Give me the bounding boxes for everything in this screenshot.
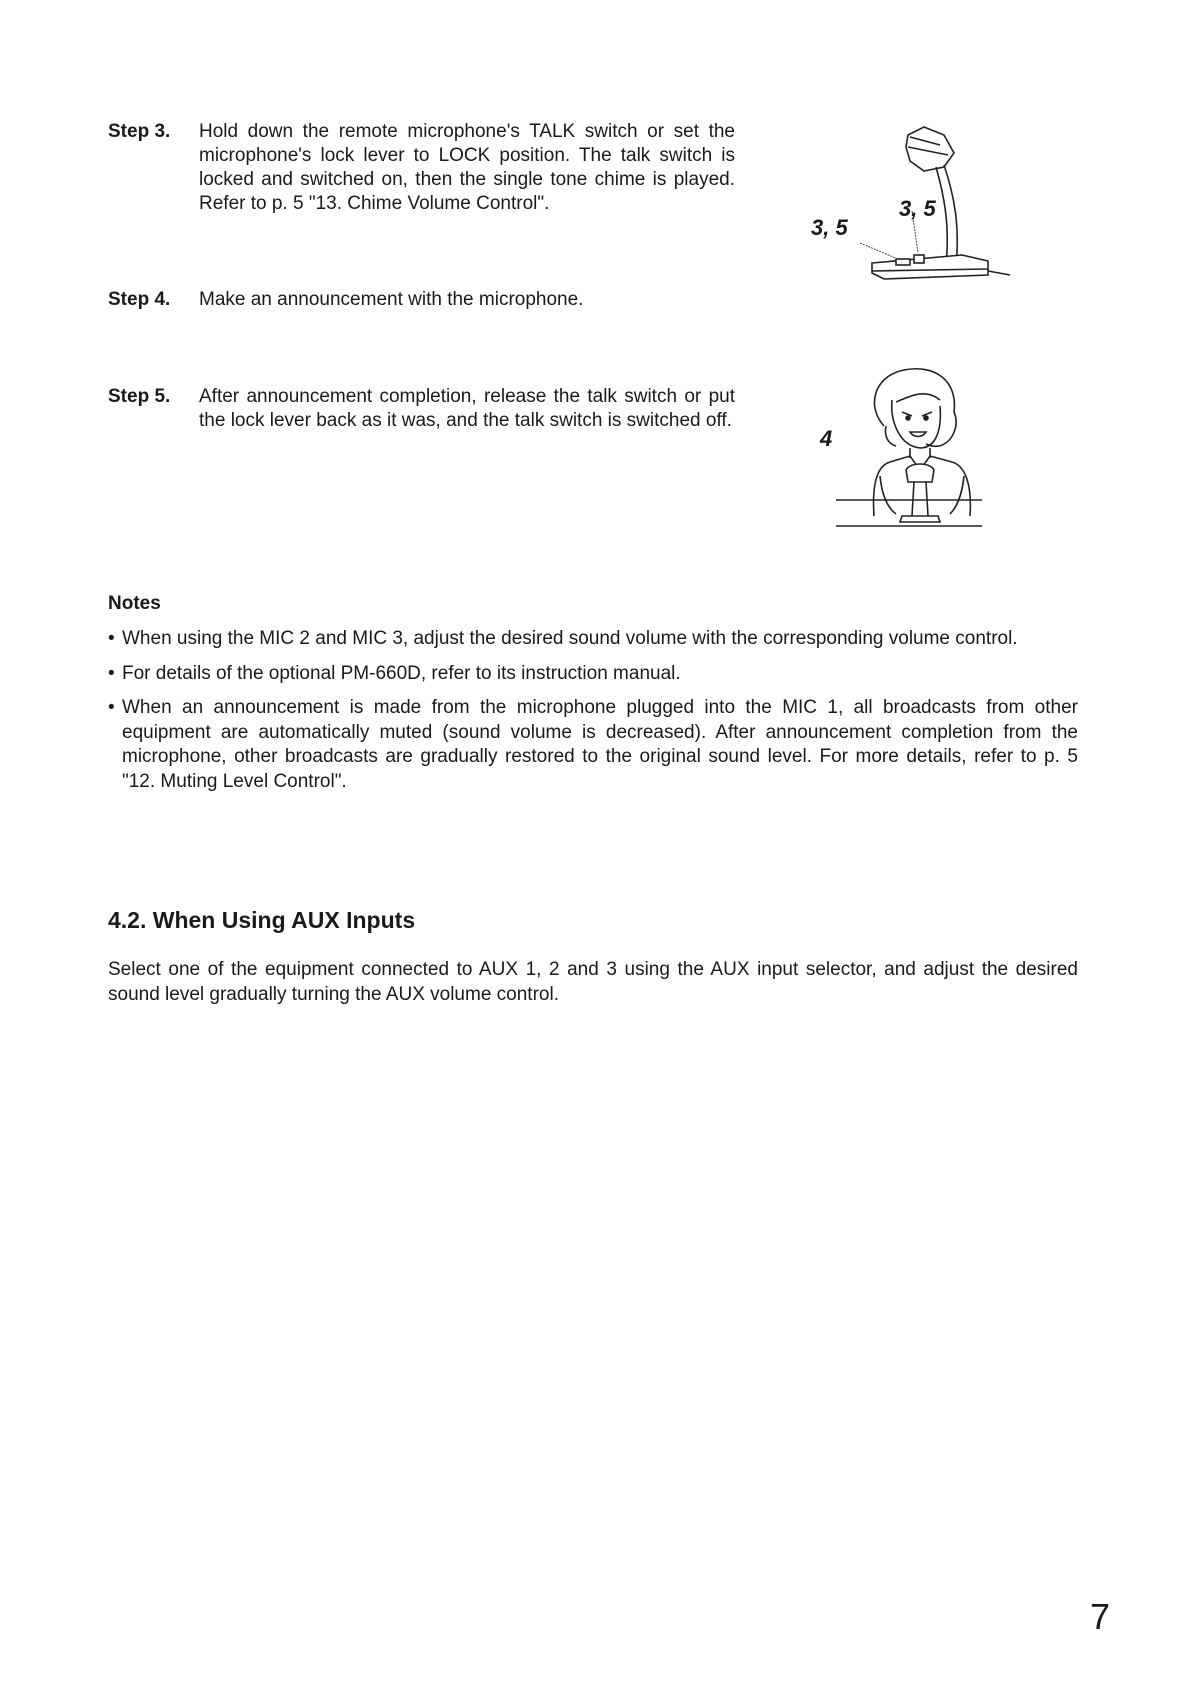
notes-heading: Notes bbox=[108, 593, 161, 614]
mic-label-talk-switch: 3, 5 bbox=[811, 215, 848, 240]
bullet-icon: • bbox=[108, 662, 115, 684]
step-3-label: Step 3. bbox=[108, 121, 171, 142]
step-4-text: Make an announcement with the microphone. bbox=[199, 289, 584, 310]
note-item: • For details of the optional PM-660D, refer to its instruction manual. bbox=[108, 662, 1078, 687]
person-speaking-illustration bbox=[826, 366, 996, 544]
person-label-announcement: 4 bbox=[820, 426, 833, 451]
bullet-icon: • bbox=[108, 628, 115, 649]
section-heading: 4.2. When Using AUX Inputs bbox=[108, 907, 416, 933]
step-4-label: Step 4. bbox=[108, 289, 171, 310]
step-3-text: Hold down the remote microphone's TALK switch or set the microphone's lock lever to LOCK position. The talk switch is locked and switched on, then the single tone chime is played. Refer to p. 5 "13. Chime Volume Control". bbox=[199, 121, 735, 214]
step-5-label: Step 5. bbox=[108, 386, 171, 407]
section-body: Select one of the equipment connected to AUX 1, 2 and 3 using the AUX input selector, and adjust the desired sound level gradually turning the AUX volume control. bbox=[108, 959, 1078, 1005]
note-item: • When an announcement is made from the microphone plugged into the MIC 1, all broadcasts from other equipment are automatically muted (sound volume is decreased). After announcement completion from the microphone, other broadcasts are gradually restored to the original sound level. For more details, refer to p. 5 "12. Muting Level Control". bbox=[108, 697, 1078, 792]
notes-list bbox=[108, 627, 1078, 794]
mic-label-lock-lever: 3, 5 bbox=[899, 196, 936, 221]
microphone-figure bbox=[812, 125, 1022, 285]
note-item: • When using the MIC 2 and MIC 3, adjust the desired sound volume with the corresponding volume control. bbox=[108, 627, 1078, 652]
bullet-icon: • bbox=[108, 697, 115, 718]
step-5-text: After announcement completion, release the talk switch or put the lock lever back as it was, and the talk switch is switched off. bbox=[199, 386, 735, 431]
page-number: 7 bbox=[1090, 1596, 1111, 1637]
person-figure bbox=[820, 366, 996, 544]
